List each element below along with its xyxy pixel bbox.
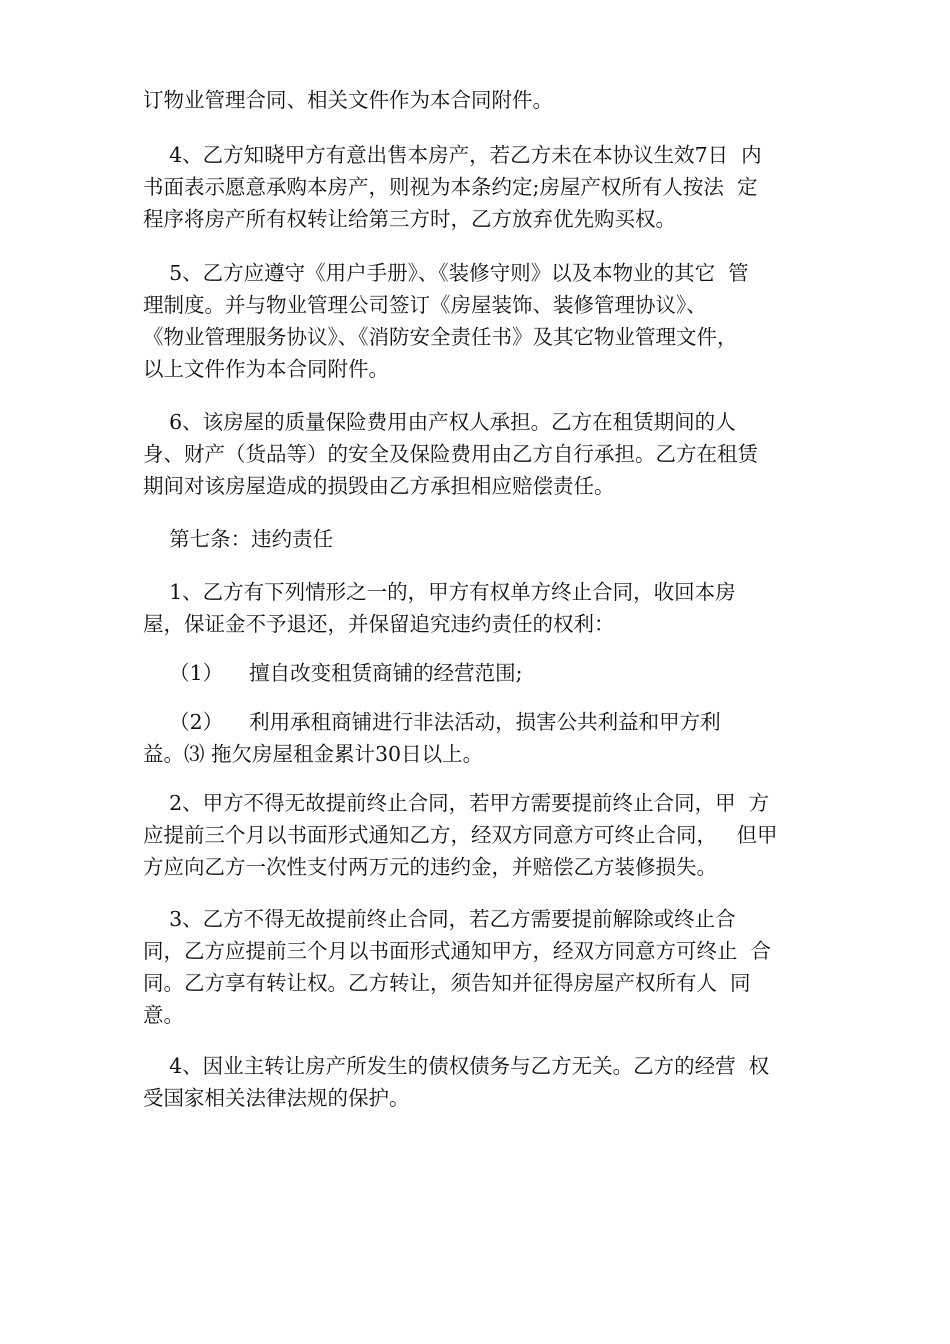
text-line: 身、财产（货品等）的安全及保险费用由乙方自行承担。乙方在租赁: [143, 442, 758, 466]
text-line: 4、因业主转让房产所发生的债权债务与乙方无关。乙方的经营 权: [143, 1054, 770, 1078]
text-line: 1、乙方有下列情形之一的，甲方有权单方终止合同，收回本房: [143, 580, 736, 604]
paragraph-attachment-continuation: [143, 84, 833, 116]
text-line: 6、该房屋的质量保险费用由产权人承担。乙方在租赁期间的人: [143, 410, 736, 434]
text-line: 同，乙方应提前三个月以书面形式通知甲方，经双方同意方可终止 合: [143, 939, 772, 963]
text-line: 3、乙方不得无故提前终止合同，若乙方需要提前解除或终止合: [143, 907, 736, 931]
paragraph-breach-4: [143, 1050, 833, 1114]
text-line: 《物业管理服务协议》、《消防安全责任书》及其它物业管理文件，: [143, 325, 738, 349]
text-line: 益。⑶ 拖欠房屋租金累计30日以上。: [143, 742, 484, 766]
text-line: 期间对该房屋造成的损毁由乙方承担相应赔偿责任。: [143, 474, 615, 498]
text-line: 订物业管理合同、相关文件作为本合同附件。: [143, 88, 553, 112]
text-line: 以上文件作为本合同附件。: [143, 357, 389, 381]
text-line: 理制度。并与物业管理公司签订《房屋装饰、装修管理协议》、: [143, 293, 707, 317]
text-line: 方应向乙方一次性支付两万元的违约金，并赔偿乙方装修损失。: [143, 855, 717, 879]
text-line: 受国家相关法律法规的保护。: [143, 1086, 410, 1110]
section-heading: 第七条：违约责任: [143, 527, 334, 551]
text-line: 5、乙方应遵守《用户手册》、《装修守则》以及本物业的其它 管: [143, 261, 749, 285]
text-line: 4、乙方知晓甲方有意出售本房产，若乙方未在本协议生效7日 内: [143, 143, 762, 167]
text-line: （2） 利用承租商铺进行非法活动，损害公共利益和甲方利: [143, 710, 721, 734]
paragraph-breach-3: [143, 903, 833, 1031]
text-line: 应提前三个月以书面形式通知乙方，经双方同意方可终止合同， 但甲: [143, 823, 778, 847]
list-item-1: [143, 657, 833, 689]
text-line: 2、甲方不得无故提前终止合同，若甲方需要提前终止合同，甲 方: [143, 791, 770, 815]
paragraph-clause-4-sale: [143, 139, 833, 235]
text-line: 同。乙方享有转让权。乙方转让，须告知并征得房屋产权所有人 同: [143, 971, 751, 995]
section-heading-article-7: [143, 523, 833, 555]
text-line: （1） 擅自改变租赁商铺的经营范围;: [143, 661, 523, 685]
text-line: 意。: [143, 1003, 184, 1027]
text-line: 程序将房产所有权转让给第三方时，乙方放弃优先购买权。: [143, 207, 676, 231]
text-line: 屋，保证金不予退还，并保留追究违约责任的权利：: [143, 612, 615, 636]
paragraph-breach-2: [143, 787, 833, 883]
text-line: 书面表示愿意承购本房产，则视为本条约定;房屋产权所有人按法 定: [143, 175, 758, 199]
paragraph-clause-5-rules: [143, 257, 833, 385]
paragraph-breach-1: [143, 576, 833, 640]
list-item-2: [143, 706, 833, 770]
paragraph-clause-6-insurance: [143, 406, 833, 502]
